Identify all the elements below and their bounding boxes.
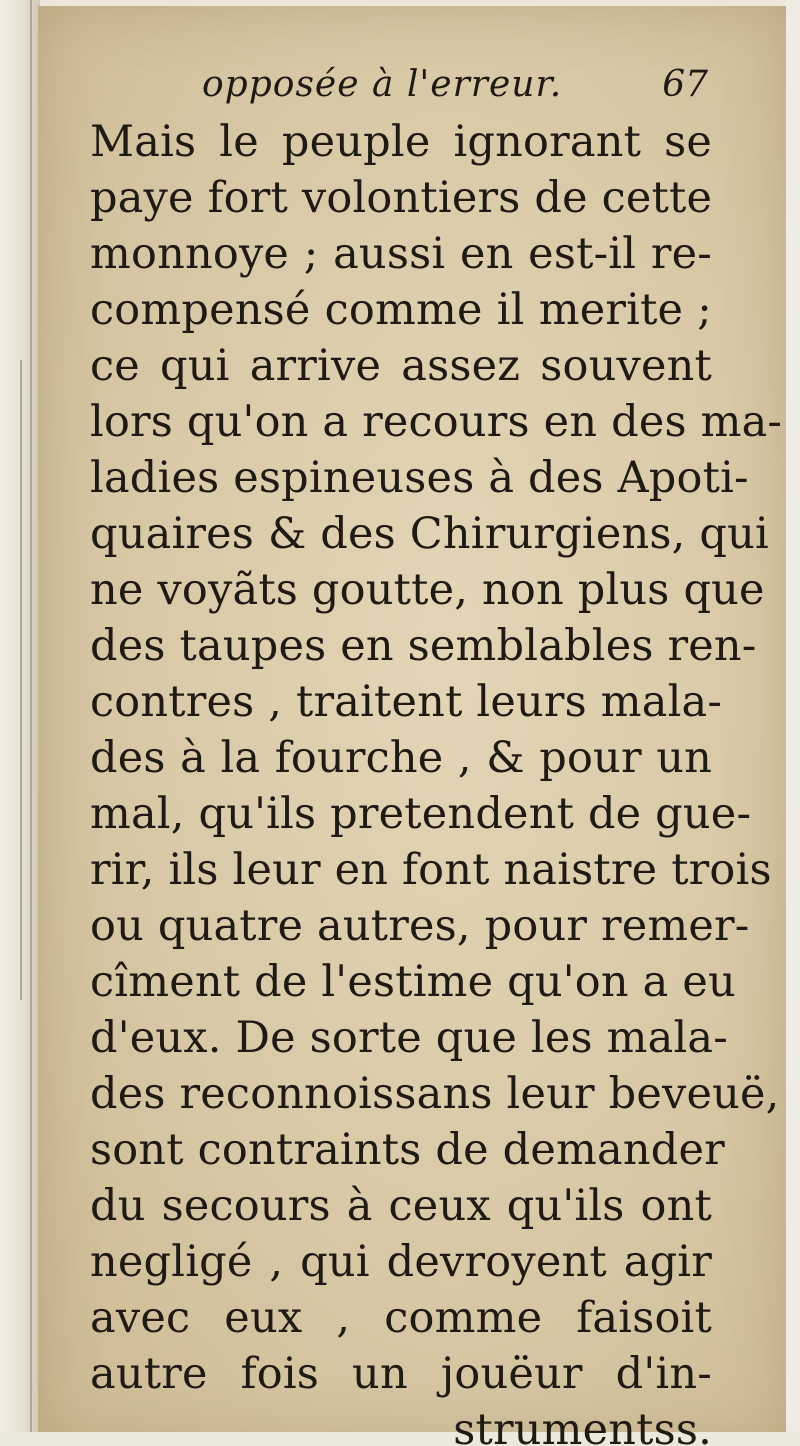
text-line: cîment de l'estime qu'on a eu	[90, 957, 736, 1007]
text-block	[90, 62, 783, 1446]
text-line: quaires & des Chirurgiens, qui	[90, 509, 769, 559]
text-line: ou quatre autres, pour remer-	[90, 901, 750, 951]
text-line: negligé , qui devroyent agir	[90, 1237, 712, 1287]
gutter-rule	[30, 0, 32, 1446]
text-line: d'eux. De sorte que les mala-	[90, 1013, 728, 1063]
text-line: rir, ils leur en font naistre trois	[90, 845, 772, 895]
text-line: ne voyãts goutte, non plus que	[90, 565, 765, 615]
page-right-edge	[786, 0, 800, 1446]
text-line: compensé comme il merite ;	[90, 285, 712, 335]
text-line: monnoye ; aussi en est-il re-	[90, 229, 712, 279]
text-line: ce qui arrive assez souvent	[90, 341, 712, 391]
text-line: des reconnoissans leur beveuë,	[90, 1069, 780, 1119]
text-line: des taupes en semblables ren-	[90, 621, 757, 671]
text-line: Mais le peuple ignorant se	[90, 117, 712, 167]
text-line: avec eux , comme faisoit	[90, 1293, 712, 1343]
page-header	[90, 62, 712, 108]
text-line: sont contraints de demander	[90, 1125, 725, 1175]
text-line: contres , traitent leurs mala-	[90, 677, 723, 727]
text-line: paye fort volontiers de cette	[90, 173, 713, 223]
text-line: autre fois un jouëur d'in-	[90, 1349, 712, 1399]
text-line: lors qu'on a recours en des ma-	[90, 397, 783, 447]
running-head: opposée à l'erreur.	[202, 64, 563, 105]
text-line: du secours à ceux qu'ils ont	[90, 1181, 712, 1231]
body-text	[90, 114, 783, 1446]
page-number: 67	[662, 64, 708, 105]
text-line: des à la fourche , & pour un	[90, 733, 712, 783]
text-line: mal, qu'ils pretendent de gue-	[90, 789, 752, 839]
gutter-shadow-rule	[20, 360, 22, 1000]
catchword: strumentss.	[453, 1405, 712, 1446]
text-line: ladies espineuses à des Apoti-	[90, 453, 749, 503]
